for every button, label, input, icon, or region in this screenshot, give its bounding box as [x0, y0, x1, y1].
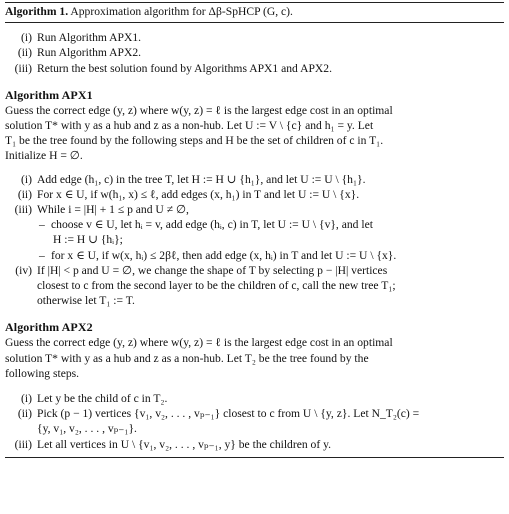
step-text: Return the best solution found by Algorithms APX1 and APX2. — [37, 61, 332, 75]
step-text: closest to c from the second layer to be the children of c, call the new tree T₁; — [37, 279, 396, 293]
substep-text: for x ∈ U, if w(x, hᵢ) ≤ 2βℓ, then add edge (x, hᵢ) in T and let U := U \ {x}. — [51, 248, 397, 262]
apx1-step-continuation — [5, 293, 504, 308]
apx1-step-continuation — [5, 278, 504, 293]
algorithm-page — [0, 2, 509, 514]
apx2-heading: Algorithm APX2 — [5, 320, 93, 335]
apx2-step — [5, 391, 504, 406]
step-number-spacer — [5, 278, 37, 293]
step-text: If |H| < p and U = ∅, we change the shape of T by selecting p − |H| vertices — [37, 263, 388, 277]
step-number: (i) — [21, 31, 32, 45]
apx2-intro — [5, 335, 504, 381]
step-number-spacer — [5, 421, 37, 436]
step-number: (iii) — [14, 437, 32, 451]
apx1-intro-line: solution T* with y as a hub and z as a non-hub. Let U := V \ {c} and h₁ = y. Let — [5, 119, 374, 133]
apx1-step — [5, 202, 504, 217]
step-number: (iii) — [14, 61, 32, 75]
algorithm1-step — [5, 30, 504, 45]
apx2-steps — [5, 391, 504, 452]
apx1-substep — [5, 248, 504, 263]
apx1-substep — [5, 217, 504, 232]
algorithm1-step — [5, 45, 504, 60]
apx2-step — [5, 406, 504, 421]
caption-rule — [5, 22, 504, 23]
apx1-heading: Algorithm APX1 — [5, 87, 93, 102]
step-number: (iv) — [15, 263, 32, 277]
step-text: otherwise let T₁ := T. — [37, 294, 135, 308]
step-number: (ii) — [17, 187, 32, 201]
apx1-intro-line: Initialize H = ∅. — [5, 149, 83, 163]
apx1-intro-line: T₁ be the tree found by the following steps and H be the set of children of c in T₁. — [5, 134, 384, 148]
dash-bullet: – — [39, 218, 45, 232]
apx1-step — [5, 263, 504, 278]
step-text: Add edge (h₁, c) in the tree T, let H := H ∪ {h₁}, and let U := U \ {h₁}. — [37, 172, 366, 186]
apx1-intro — [5, 103, 504, 164]
step-text: Run Algorithm APX2. — [37, 46, 142, 60]
top-rule — [5, 2, 504, 3]
step-text: While i = |H| + 1 ≤ p and U ≠ ∅, — [37, 203, 189, 217]
apx1-substep-continuation: H := H ∪ {hᵢ}; — [53, 233, 123, 247]
algorithm1-caption-text: Approximation algorithm for Δβ-SpHCP (G, c). — [70, 5, 293, 18]
step-number: (i) — [21, 392, 32, 406]
apx2-intro-line: following steps. — [5, 366, 80, 380]
step-number: (ii) — [17, 46, 32, 60]
apx1-step — [5, 187, 504, 202]
algorithm1-step — [5, 61, 504, 76]
step-number-spacer — [5, 293, 37, 308]
algorithm1-steps — [5, 30, 504, 76]
substep-text: choose v ∈ U, let hᵢ = v, add edge (hᵢ, c) in T, let U := U \ {v}, and let — [51, 218, 373, 232]
step-number: (iii) — [14, 203, 32, 217]
dash-bullet: – — [39, 248, 45, 262]
bottom-rule — [5, 457, 504, 458]
step-number: (ii) — [17, 407, 32, 421]
algorithm1-label: Algorithm 1. — [5, 5, 69, 18]
algorithm1-caption — [5, 4, 504, 19]
apx2-intro-line: solution T* with y as a hub and z as a non-hub. Let T₂ be the tree found by the — [5, 351, 369, 365]
step-text: Run Algorithm APX1. — [37, 31, 142, 45]
apx2-intro-line: Guess the correct edge (y, z) where w(y, z) = ℓ is the largest edge cost in an optimal — [5, 336, 393, 350]
step-text: Pick (p − 1) vertices {v₁, v₂, . . . , vₚ₋₁} closest to c from U \ {y, z}. Let N_T₂(c) = — [37, 407, 420, 421]
apx2-step — [5, 437, 504, 452]
step-number: (i) — [21, 172, 32, 186]
step-text: Let all vertices in U \ {v₁, v₂, . . . , vₚ₋₁, y} be the children of y. — [37, 437, 332, 451]
apx1-intro-line: Guess the correct edge (y, z) where w(y, z) = ℓ is the largest edge cost in an optimal — [5, 103, 393, 117]
step-text: Let y be the child of c in T₂. — [37, 392, 168, 406]
step-text: {y, v₁, v₂, . . . , vₚ₋₁}. — [37, 422, 137, 436]
step-text: For x ∈ U, if w(h₁, x) ≤ ℓ, add edges (x, h₁) in T and let U := U \ {x}. — [37, 187, 360, 201]
apx1-step — [5, 172, 504, 187]
apx2-step-continuation — [5, 421, 504, 436]
apx1-steps — [5, 172, 504, 309]
